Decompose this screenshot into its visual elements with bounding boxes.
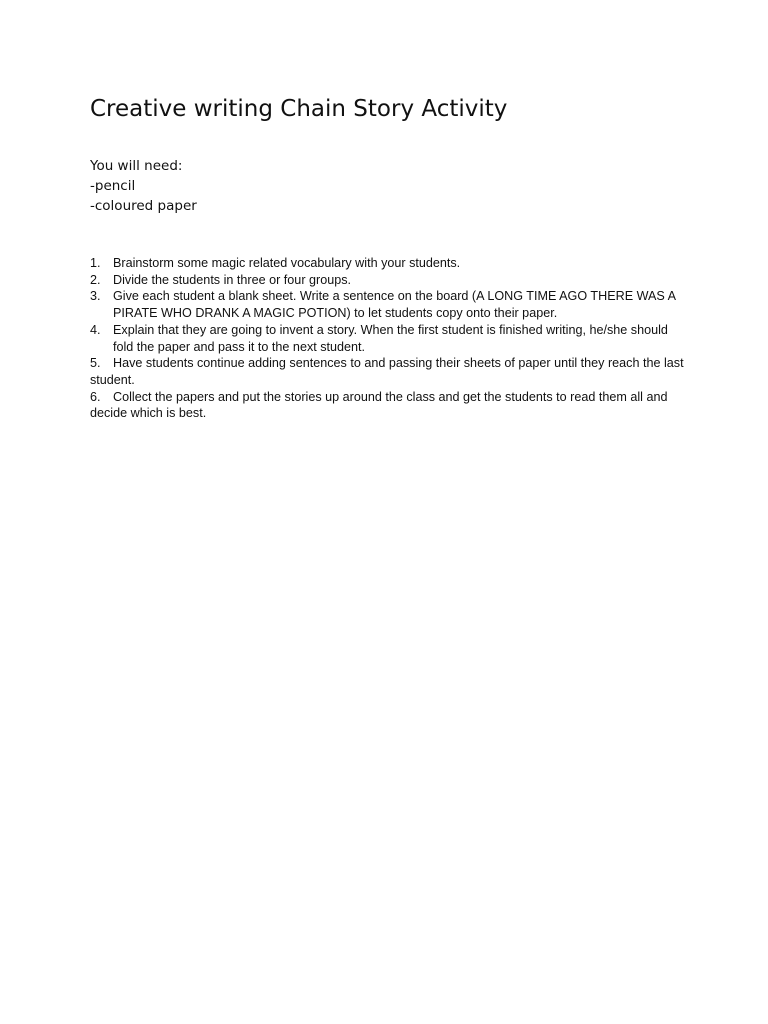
step-number: 4. [90,322,101,337]
step-item [90,288,686,321]
material-item-coloured-paper: -coloured paper [90,198,197,214]
step-number: 5. [90,356,101,371]
step-text: Explain that they are going to invent a story. When the first student is finished writing, he/she should fold the paper and pass it to the next student. [113,322,668,354]
step-number: 3. [90,289,101,304]
step-text: Have students continue adding sentences to and passing their sheets of paper until they reach the last student. [90,356,684,387]
document-title: Creative writing Chain Story Activity [90,96,508,122]
document-page [90,94,686,422]
instruction-steps [90,255,686,422]
step-number: 2. [90,272,101,287]
step-text: Collect the papers and put the stories up around the class and get the students to read them all and decide which is best. [90,389,668,421]
step-text: Divide the students in three or four groups. [113,272,352,287]
materials-section [90,156,686,216]
step-text: Brainstorm some magic related vocabulary with your students. [113,256,461,270]
step-text: Give each student a blank sheet. Write a sentence on the board (A LONG TIME AGO THERE WAS A PIRATE WHO DRANK A MAGIC POTION) to let students copy onto their paper. [113,289,676,321]
step-number: 6. [90,389,101,404]
step-item [90,322,686,355]
material-item-pencil: -pencil [90,178,136,194]
step-item [90,255,686,272]
step-item [90,272,686,289]
step-number: 1. [90,256,101,270]
materials-heading: You will need: [90,158,183,174]
step-item [90,355,686,388]
step-item [90,389,686,422]
